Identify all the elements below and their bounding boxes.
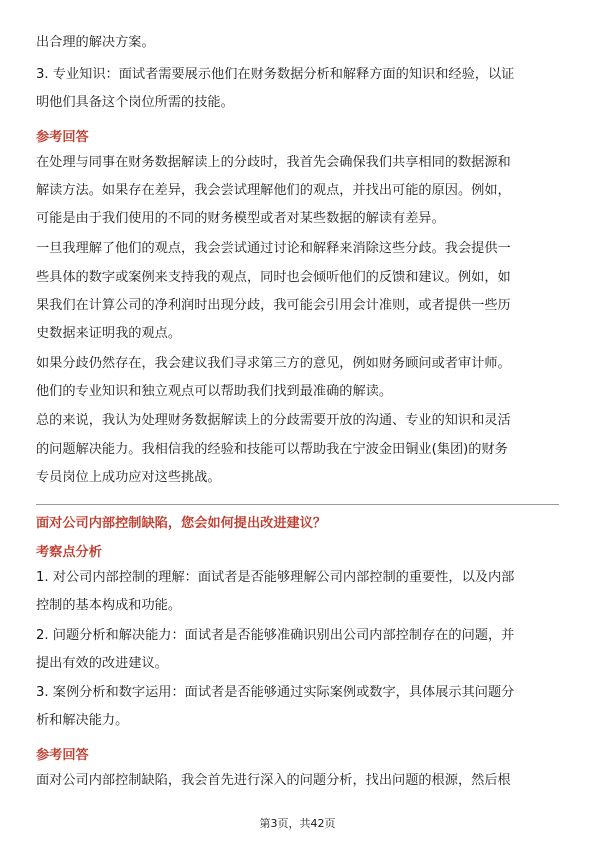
- text-line: 专员岗位上成功应对这些挑战。: [36, 470, 221, 485]
- text-line: 总的来说，我认为处理财务数据解读上的分歧需要开放的沟通、专业的知识和灵活: [36, 413, 511, 428]
- text-line: 他们的专业知识和独立观点可以帮助我们找到最准确的解读。: [36, 384, 393, 399]
- text-line: 果我们在计算公司的净利润时出现分歧，我可能会引用会计准则，或者提供一些历: [36, 298, 511, 313]
- text-line: 面对公司内部控制缺陷，我会首先进行深入的问题分析，找出问题的根源，然后根: [36, 773, 511, 788]
- text-line: 解读方法。如果存在差异，我会尝试理解他们的观点，并找出可能的原因。例如，: [36, 183, 511, 198]
- text-line: 史数据来证明我的观点。: [36, 326, 182, 341]
- text-line: 明他们具备这个岗位所需的技能。: [36, 95, 234, 110]
- text-line: 1. 对公司内部控制的理解：面试者是否能够理解公司内部控制的重要性，以及内部: [36, 570, 515, 585]
- text-line: 一旦我理解了他们的观点，我会尝试通过讨论和解释来消除这些分歧。我会提供一: [36, 241, 511, 256]
- question-title: 面对公司内部控制缺陷，您会如何提出改进建议？: [36, 516, 327, 531]
- reference-answer-heading: 参考回答: [36, 130, 89, 145]
- text-line: 3. 案例分析和数字运用：面试者是否能够通过实际案例或数字，具体展示其问题分: [36, 685, 515, 700]
- text-line: 些具体的数字或案例来支持我的观点，同时也会倾听他们的反馈和建议。例如，如: [36, 270, 511, 285]
- analysis-heading: 考察点分析: [36, 545, 102, 560]
- text-line: 控制的基本构成和功能。: [36, 598, 182, 613]
- section-divider: [36, 504, 559, 505]
- text-line: 出合理的解决方案。: [36, 35, 155, 50]
- text-line: 的问题解决能力。我相信我的经验和技能可以帮助我在宁波金田铜业(集团)的财务: [36, 442, 508, 457]
- text-line: 3. 专业知识：面试者需要展示他们在财务数据分析和解释方面的知识和经验，以证: [36, 67, 515, 82]
- text-line: 在处理与同事在财务数据解读上的分歧时，我首先会确保我们共享相同的数据源和: [36, 155, 511, 170]
- text-line: 可能是由于我们使用的不同的财务模型或者对某些数据的解读有差异。: [36, 211, 445, 226]
- reference-answer-heading: 参考回答: [36, 748, 89, 763]
- text-line: 如果分歧仍然存在，我会建议我们寻求第三方的意见，例如财务顾问或者审计师。: [36, 356, 511, 371]
- text-line: 2. 问题分析和解决能力：面试者是否能够准确识别出公司内部控制存在的问题，并: [36, 628, 515, 643]
- text-line: 提出有效的改进建议。: [36, 656, 168, 671]
- page-number-footer: 第3页，共42页: [259, 817, 336, 830]
- text-line: 析和解决能力。: [36, 713, 129, 728]
